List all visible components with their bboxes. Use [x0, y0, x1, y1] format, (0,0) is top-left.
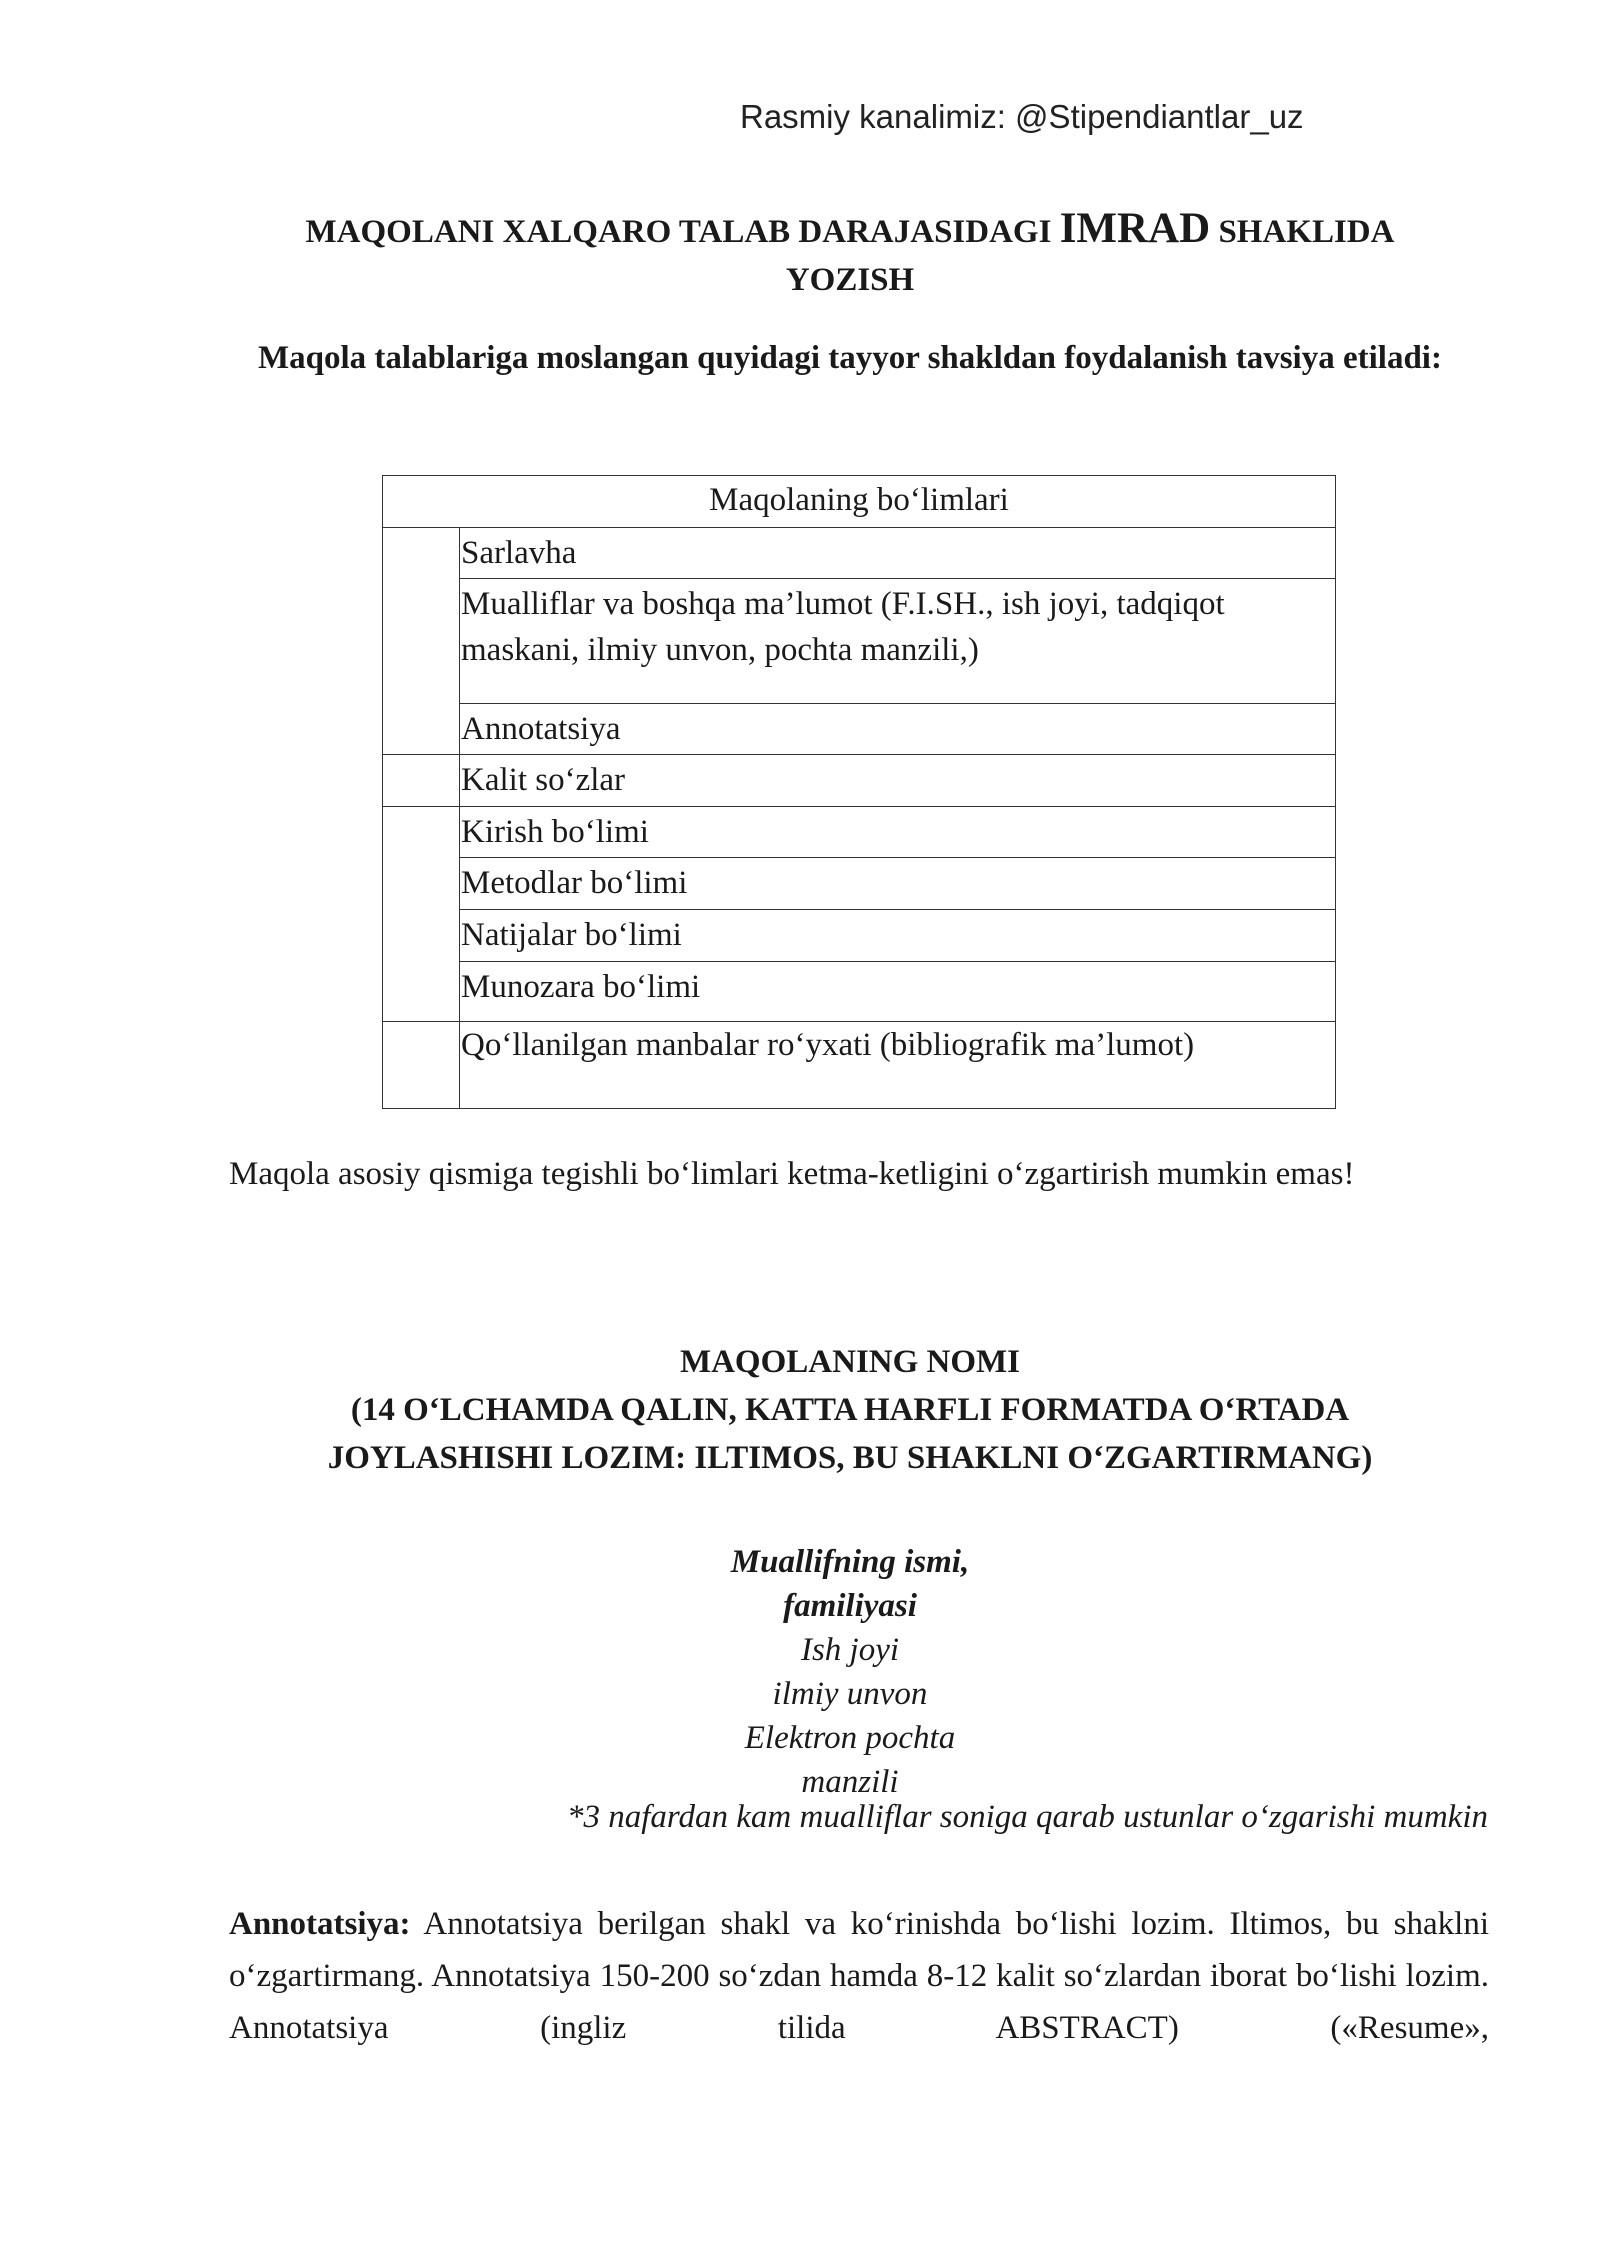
abstract-text: Annotatsiya berilgan shakl va ko‘rinishda bo‘lishi lozim. Iltimos, bu shaklni o‘zgartirmang. Annotatsiya 150-200 so‘zdan hamda 8-12 kalit so‘zlardan iborat bo‘lishi lozim. Annotatsiya (ingliz tilida ABSTRACT) («Resume», — [229, 1906, 1489, 2046]
table-row: Natijalar bo‘limi — [461, 917, 682, 953]
sections-table-header: Maqolaning bo‘limlari — [383, 476, 1335, 528]
table-divider — [383, 806, 1335, 807]
author-block — [400, 1540, 1300, 1804]
table-row: Metodlar bo‘limi — [461, 865, 688, 901]
abstract-paragraph — [229, 1898, 1489, 2054]
table-row: Kirish bo‘limi — [461, 814, 649, 850]
table-divider — [459, 578, 1335, 579]
table-divider — [383, 754, 1335, 755]
table-divider — [459, 961, 1335, 962]
table-row: Kalit so‘zlar — [461, 762, 626, 798]
article-title-line3: JOYLASHISHI LOZIM: ILTIMOS, BU SHAKLNI O‘ZGARTIRMANG) — [327, 1440, 1373, 1476]
article-title-line1: MAQOLANING NOMI — [679, 1344, 1021, 1380]
document-title — [200, 205, 1500, 304]
order-note: Maqola asosiy qismiga tegishli bo‘limlari ketma-ketligini o‘zgartirish mumkin emas! — [229, 1156, 1355, 1192]
channel-header: Rasmiy kanalimiz: @Stipendiantlar_uz — [740, 98, 1304, 135]
table-divider — [459, 703, 1335, 704]
table-row: Sarlavha — [461, 535, 577, 571]
author-address: manzili — [801, 1764, 899, 1800]
title-line2: YOZISH — [785, 262, 915, 298]
table-row: Qo‘llanilgan manbalar ro‘yxati (bibliografik ma’lumot) — [461, 1027, 1195, 1063]
table-row: Annotatsiya — [461, 711, 621, 747]
title-emphasis: IMRAD — [1059, 205, 1211, 252]
title-part1: MAQOLANI XALQARO TALAB DARAJASIDAGI — [305, 214, 1060, 250]
sections-table — [382, 475, 1336, 1109]
article-title-line2: (14 O‘LCHAMDA QALIN, KATTA HARFLI FORMATDA O‘RTADA — [350, 1392, 1350, 1428]
abstract-label: Annotatsiya: — [229, 1906, 411, 1942]
table-divider — [459, 909, 1335, 910]
table-row: Munozara bo‘limi — [461, 969, 701, 1005]
author-name: Muallifning ismi, — [730, 1544, 970, 1580]
article-title — [200, 1338, 1500, 1482]
author-surname: familiyasi — [783, 1588, 917, 1624]
columns-note: *3 nafardan kam mualliflar soniga qarab ustunlar o‘zgarishi mumkin — [567, 1799, 1488, 1835]
title-part2: SHAKLIDA — [1210, 214, 1395, 250]
intro-text: Maqola talablariga moslangan quyidagi tayyor shakldan foydalanish tavsiya etiladi: — [258, 340, 1442, 376]
table-row: Mualliflar va boshqa ma’lumot (F.I.SH., ish joyi, tadqiqot maskani, ilmiy unvon, pochta manzili,) — [461, 586, 1225, 668]
table-divider — [459, 857, 1335, 858]
author-email: Elektron pochta — [744, 1720, 956, 1756]
author-degree: ilmiy unvon — [772, 1676, 928, 1712]
author-workplace: Ish joyi — [800, 1632, 900, 1668]
